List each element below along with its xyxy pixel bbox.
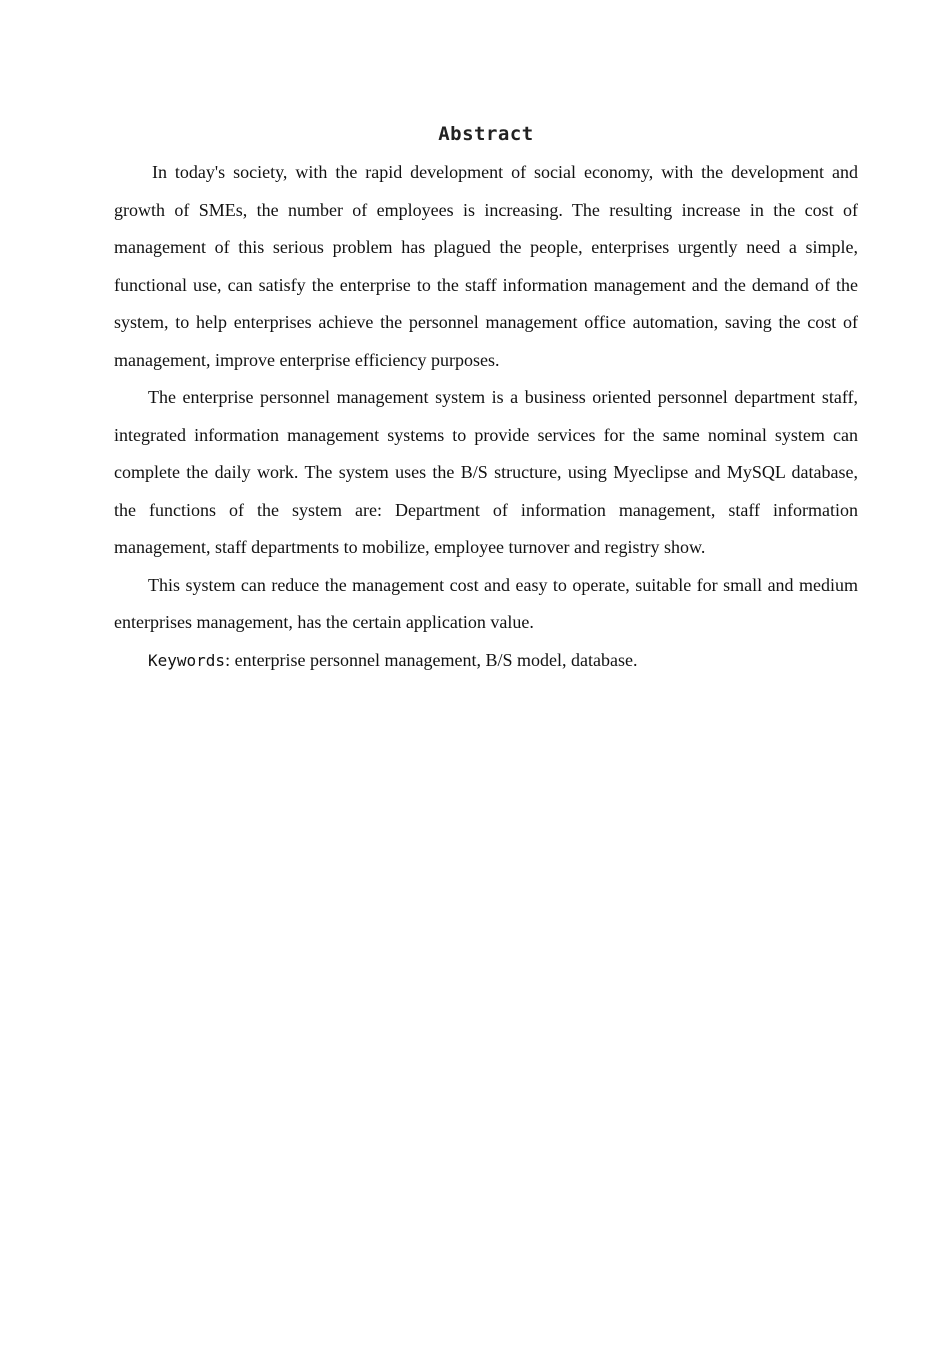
keywords-label: Keywords [148, 650, 226, 670]
keywords-text: enterprise personnel management, B/S model, database. [234, 649, 638, 670]
abstract-paragraph-1: In today's society, with the rapid development of social economy, with the development and growth of SMEs, the number of employees is increasing. The resulting increase in the cost of management of this serious problem has plagued the people, enterprises urgently need a simple, functional use, can satisfy the enterprise to the staff information management and the demand of the system, to help enterprises achieve the personnel management office automation, saving the cost of management, improve enterprise efficiency purposes. [114, 162, 858, 370]
keywords-line [114, 642, 858, 680]
abstract-paragraph-3: This system can reduce the management cost and easy to operate, suitable for small and medium enterprises management, has the certain application value. [114, 574, 858, 632]
abstract-title: Abstract [438, 123, 534, 145]
abstract-section [114, 118, 858, 679]
abstract-paragraph-2: The enterprise personnel management system is a business oriented personnel department staff, integrated information management systems to provide services for the same nominal system can complete the daily work. The system uses the B/S structure, using Myeclipse and MySQL database, the functions of the system are: Department of information management, staff information management, staff departments to mobilize, employee turnover and registry show. [114, 387, 858, 557]
keywords-separator: : [225, 649, 235, 670]
